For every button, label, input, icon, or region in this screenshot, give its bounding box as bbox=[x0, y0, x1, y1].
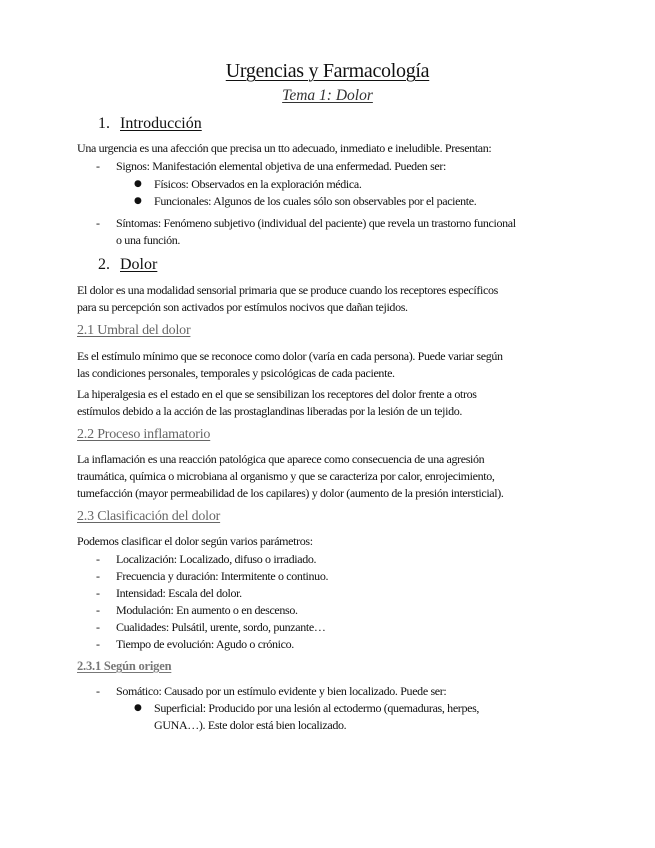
list-item: Localización: Localizado, difuso o irradiado. bbox=[116, 552, 317, 566]
list-item-signos-fisicos: Físicos: Observados en la exploración médica. bbox=[154, 177, 362, 191]
list-item-signos-funcionales: Funcionales: Algunos de los cuales sólo son observables por el paciente. bbox=[154, 194, 477, 208]
list-dash: - bbox=[96, 603, 100, 617]
section-heading-dolor bbox=[98, 256, 157, 274]
section-number: 1. bbox=[98, 115, 110, 132]
umbral-paragraph-line: las condiciones personales, temporales y psicológicas de cada paciente. bbox=[77, 366, 395, 380]
list-dash: - bbox=[96, 637, 100, 651]
list-dash: - bbox=[96, 552, 100, 566]
bullet-icon: ● bbox=[134, 703, 142, 713]
subsection-heading-inflamatorio: 2.2 Proceso inflamatorio bbox=[77, 427, 211, 442]
subsection-heading-clasificacion: 2.3 Clasificación del dolor bbox=[77, 509, 221, 524]
list-dash: - bbox=[96, 159, 100, 173]
list-item: Cualidades: Pulsátil, urente, sordo, punzante… bbox=[116, 620, 326, 634]
section-title: Dolor bbox=[120, 256, 158, 273]
list-dash: - bbox=[96, 586, 100, 600]
dolor-paragraph-line: El dolor es una modalidad sensorial primaria que se produce cuando los receptores específicos bbox=[77, 283, 498, 297]
section-title: Introducción bbox=[120, 115, 202, 132]
list-dash: - bbox=[96, 216, 100, 230]
list-item-signos: Signos: Manifestación elemental objetiva de una enfermedad. Pueden ser: bbox=[116, 159, 447, 173]
list-item-somatico: Somático: Causado por un estímulo evidente y bien localizado. Puede ser: bbox=[116, 684, 447, 698]
subsection-heading-umbral: 2.1 Umbral del dolor bbox=[77, 323, 191, 338]
hiperalgesia-paragraph-line: estímulos debido a la acción de las prostaglandinas liberadas por la lesión de un tejido. bbox=[77, 404, 463, 418]
list-dash: - bbox=[96, 684, 100, 698]
list-item-superficial: Superficial: Producido por una lesión al ectodermo (quemaduras, herpes, bbox=[154, 701, 480, 715]
subsubsection-heading-origen: 2.3.1 Según origen bbox=[77, 659, 172, 673]
document-subtitle: Tema 1: Dolor bbox=[282, 87, 373, 104]
bullet-icon: ● bbox=[134, 179, 142, 189]
section-heading-introduccion bbox=[98, 115, 202, 133]
list-item-sintomas-cont: o una función. bbox=[116, 233, 181, 247]
list-item: Frecuencia y duración: Intermitente o continuo. bbox=[116, 569, 329, 583]
section-number: 2. bbox=[98, 256, 110, 273]
intro-paragraph: Una urgencia es una afección que precisa un tto adecuado, inmediato e ineludible. Presentan: bbox=[77, 141, 492, 155]
inflamacion-paragraph-line: tumefacción (mayor permeabilidad de los capilares) y dolor (aumento de la presión intersticial). bbox=[77, 486, 504, 500]
list-dash: - bbox=[96, 620, 100, 634]
hiperalgesia-paragraph-line: La hiperalgesia es el estado en el que se sensibilizan los receptores del dolor frente a otros bbox=[77, 387, 477, 401]
list-item: Modulación: En aumento o en descenso. bbox=[116, 603, 298, 617]
inflamacion-paragraph-line: La inflamación es una reacción patológica que aparece como consecuencia de una agresión bbox=[77, 452, 485, 466]
list-item-sintomas: Síntomas: Fenómeno subjetivo (individual del paciente) que revela un trastorno funcional bbox=[116, 216, 516, 230]
umbral-paragraph-line: Es el estímulo mínimo que se reconoce como dolor (varía en cada persona). Puede variar según bbox=[77, 349, 503, 363]
inflamacion-paragraph-line: traumática, química o microbiana al organismo y que se caracteriza por calor, enrojecimiento, bbox=[77, 469, 495, 483]
list-item: Tiempo de evolución: Agudo o crónico. bbox=[116, 637, 294, 651]
bullet-icon: ● bbox=[134, 196, 142, 206]
clasificacion-intro: Podemos clasificar el dolor según varios parámetros: bbox=[77, 534, 313, 548]
dolor-paragraph-line: para su percepción son activados por estímulos nocivos que dañan tejidos. bbox=[77, 300, 408, 314]
document-title: Urgencias y Farmacología bbox=[225, 60, 430, 82]
list-item: Intensidad: Escala del dolor. bbox=[116, 586, 242, 600]
list-dash: - bbox=[96, 569, 100, 583]
list-item-superficial-cont: GUNA…). Este dolor está bien localizado. bbox=[154, 718, 347, 732]
